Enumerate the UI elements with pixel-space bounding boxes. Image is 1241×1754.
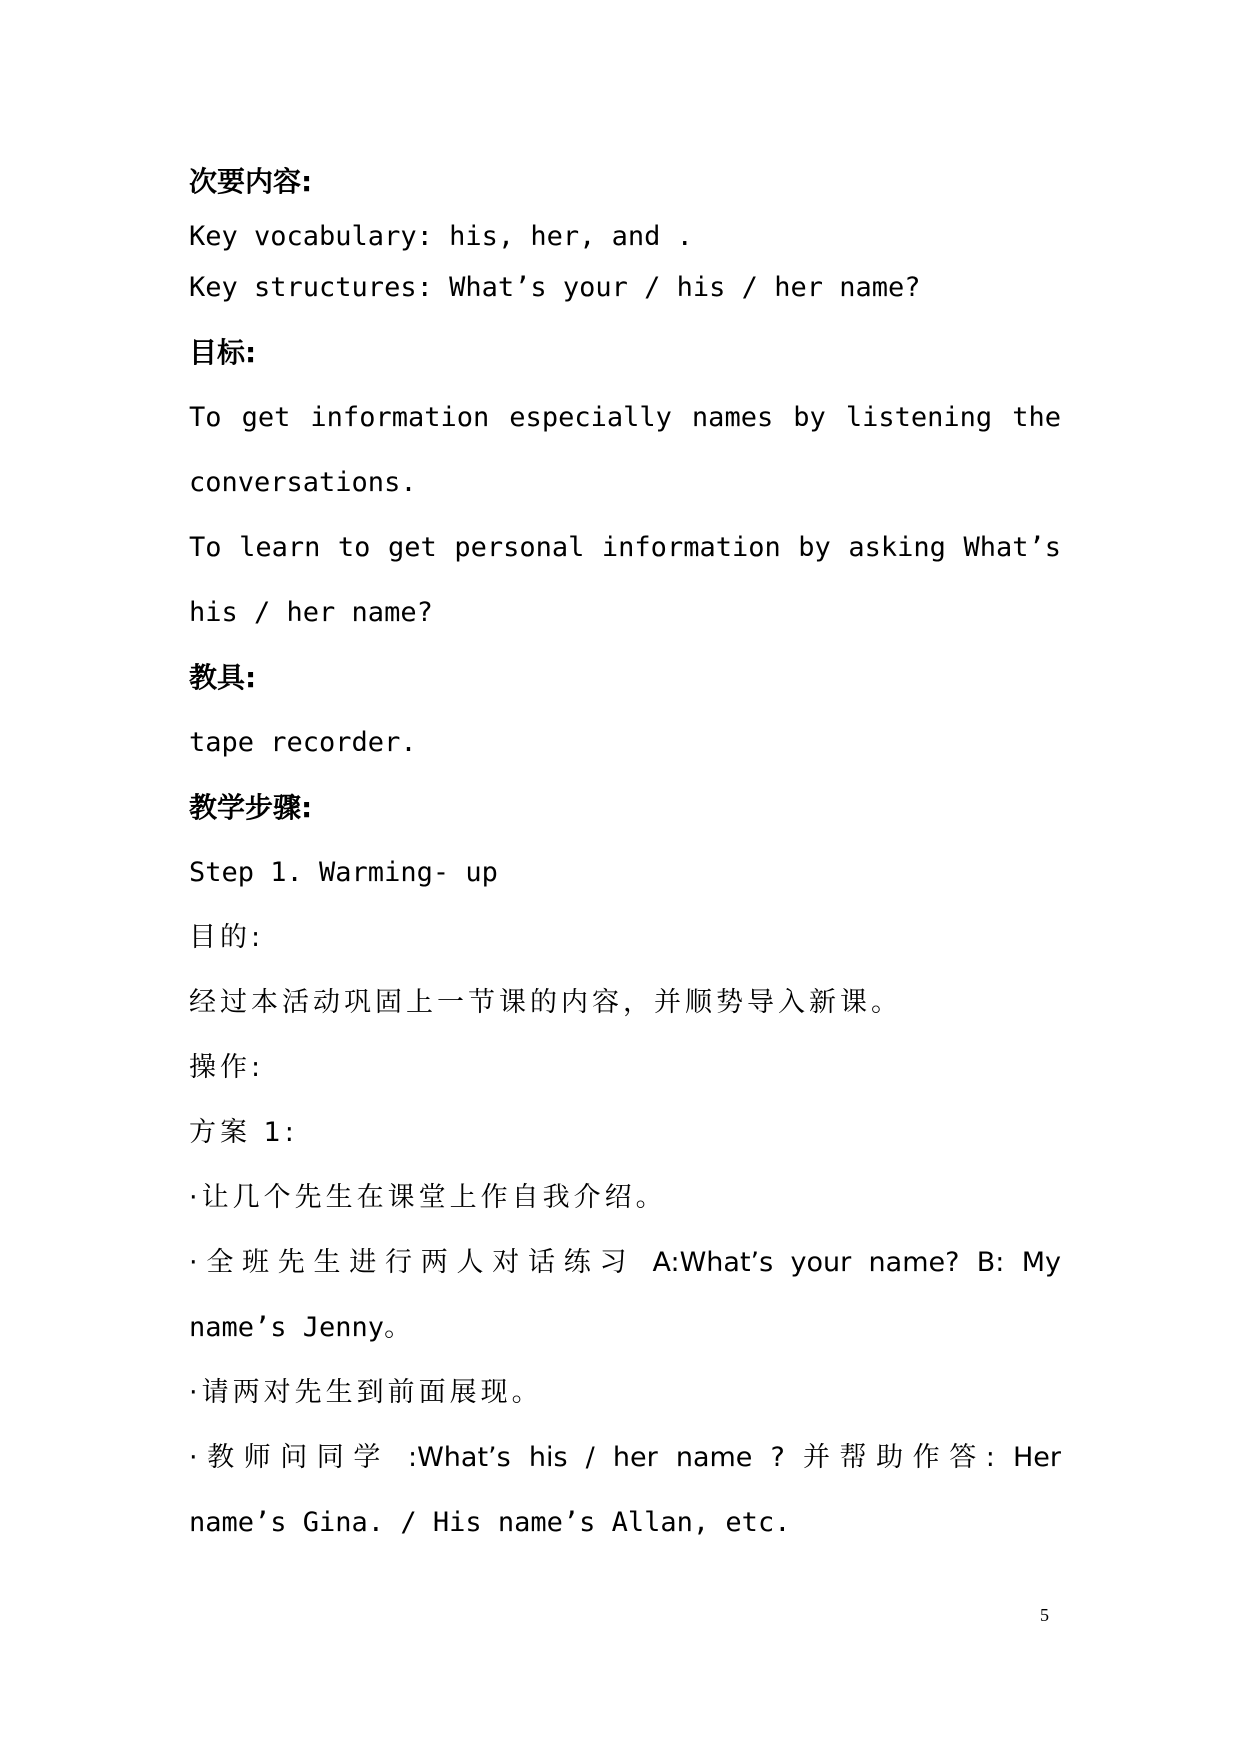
tools-heading: 教具: (189, 661, 257, 694)
purpose-text: 经过本活动巩固上一节课的内容，并顺势导入新课。 (189, 987, 902, 1018)
step-1-title: Step 1. Warming- up (189, 857, 498, 888)
bullet-teacher-asks-line-2: name’s Gina. / His name’s Allan, etc. (189, 1507, 791, 1538)
page-number: 5 (1040, 1605, 1049, 1625)
bullet-teacher-asks-line-1: ·教师问同学 :What’s his / her name ? 并帮助作答: Her (189, 1442, 1061, 1473)
bullet-show-in-front: ·请两对先生到前面展现。 (189, 1377, 543, 1408)
goals-heading: 目标: (189, 336, 257, 369)
goal-2-line-2: his / her name? (189, 597, 433, 628)
key-vocabulary-line: Key vocabulary: his, her, and . (189, 221, 693, 252)
tools-text: tape recorder. (189, 727, 417, 758)
goal-2-line-1: To learn to get personal information by asking What’s (189, 532, 1061, 563)
goal-1-line-1: To get information especially names by listening the (189, 402, 1061, 433)
bullet-pair-practice-line-1: ·全班先生进行两人对话练习 A:What’s your name? B: My (189, 1247, 1061, 1278)
secondary-content-heading: 次要内容: (189, 165, 313, 198)
bullet-pair-practice-line-2: name’s Jenny。 (189, 1312, 412, 1343)
bullet-self-introduction: ·让几个先生在课堂上作自我介绍。 (189, 1182, 667, 1213)
plan-label: 方案 1: (189, 1117, 298, 1148)
operation-label: 操作: (189, 1052, 265, 1083)
goal-1-line-2: conversations. (189, 467, 417, 498)
key-structures-line: Key structures: What’s your / his / her name? (189, 272, 921, 303)
purpose-label: 目的: (189, 922, 265, 953)
teaching-steps-heading: 教学步骤: (189, 791, 313, 824)
